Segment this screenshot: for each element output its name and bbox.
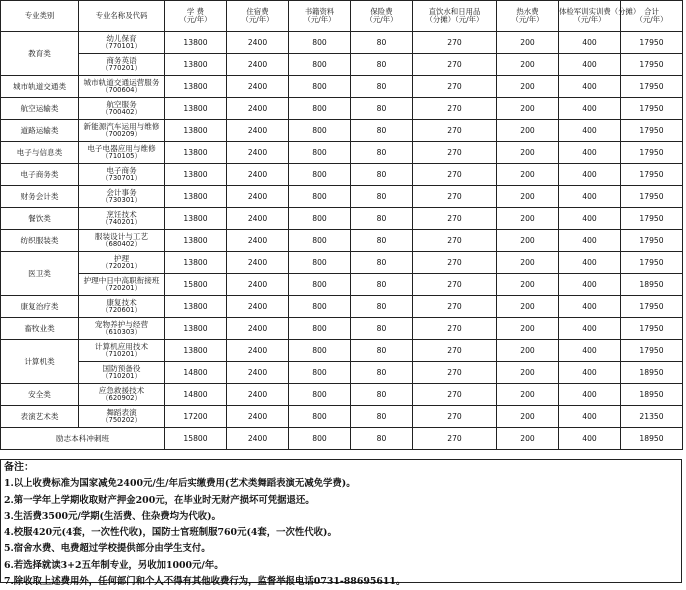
books-cell: 800 xyxy=(289,230,351,252)
exam-cell: 400 xyxy=(559,142,621,164)
tuition-cell: 17200 xyxy=(165,406,227,428)
note-item: 3.生活费3500元/学期(生活费、住杂费均为代收)。 xyxy=(4,510,221,522)
category-cell: 计算机类 xyxy=(1,340,79,384)
hot-water-cell: 200 xyxy=(497,186,559,208)
insurance-cell: 80 xyxy=(351,340,413,362)
water-cell: 270 xyxy=(413,252,497,274)
tuition-cell: 13800 xyxy=(165,120,227,142)
program-cell: 城市轨道交通运营服务 （700604） xyxy=(79,76,165,98)
hot-water-cell: 200 xyxy=(497,362,559,384)
tuition-cell: 15800 xyxy=(165,274,227,296)
program-cell: 计算机应用技术 （710201） xyxy=(79,340,165,362)
total-cell: 21350 xyxy=(621,406,683,428)
hot-water-cell: 200 xyxy=(497,230,559,252)
table-row xyxy=(1,164,683,186)
hot-water-cell: 200 xyxy=(497,54,559,76)
table-row xyxy=(1,98,683,120)
exam-cell: 400 xyxy=(559,362,621,384)
hot-water-cell: 200 xyxy=(497,274,559,296)
total-cell: 17950 xyxy=(621,230,683,252)
water-cell: 270 xyxy=(413,406,497,428)
table-row xyxy=(1,318,683,340)
program-cell: 国防预备役 （710201） xyxy=(79,362,165,384)
tuition-cell: 13800 xyxy=(165,230,227,252)
total-cell: 17950 xyxy=(621,32,683,54)
table-row xyxy=(1,340,683,362)
books-cell: 800 xyxy=(289,98,351,120)
water-cell: 270 xyxy=(413,230,497,252)
hot-water-cell: 200 xyxy=(497,98,559,120)
insurance-cell: 80 xyxy=(351,406,413,428)
total-cell: 17950 xyxy=(621,76,683,98)
table-row xyxy=(1,384,683,406)
table-row xyxy=(1,274,683,296)
program-cell: 服装设计与工艺 （680402） xyxy=(79,230,165,252)
header-total: 合计 （元/年） xyxy=(621,1,683,32)
insurance-cell: 80 xyxy=(351,76,413,98)
total-cell: 18950 xyxy=(621,274,683,296)
category-cell: 航空运输类 xyxy=(1,98,79,120)
insurance-cell: 80 xyxy=(351,120,413,142)
insurance-cell: 80 xyxy=(351,252,413,274)
category-cell: 电子与信息类 xyxy=(1,142,79,164)
tuition-cell: 14800 xyxy=(165,362,227,384)
water-cell: 270 xyxy=(413,296,497,318)
total-cell: 17950 xyxy=(621,54,683,76)
tuition-cell: 13800 xyxy=(165,164,227,186)
tuition-cell: 13800 xyxy=(165,142,227,164)
insurance-cell: 80 xyxy=(351,428,413,450)
total-cell: 17950 xyxy=(621,98,683,120)
insurance-cell: 80 xyxy=(351,230,413,252)
table-row xyxy=(1,252,683,274)
tuition-cell: 13800 xyxy=(165,76,227,98)
insurance-cell: 80 xyxy=(351,142,413,164)
table-row xyxy=(1,406,683,428)
total-cell: 17950 xyxy=(621,142,683,164)
books-cell: 800 xyxy=(289,186,351,208)
category-cell: 餐饮类 xyxy=(1,208,79,230)
hot-water-cell: 200 xyxy=(497,76,559,98)
tuition-cell: 13800 xyxy=(165,252,227,274)
water-cell: 270 xyxy=(413,142,497,164)
exam-cell: 400 xyxy=(559,340,621,362)
total-cell: 17950 xyxy=(621,296,683,318)
lodging-cell: 2400 xyxy=(227,54,289,76)
water-cell: 270 xyxy=(413,164,497,186)
table-row xyxy=(1,32,683,54)
hot-water-cell: 200 xyxy=(497,340,559,362)
category-cell: 安全类 xyxy=(1,384,79,406)
table-row xyxy=(1,142,683,164)
hot-water-cell: 200 xyxy=(497,142,559,164)
category-cell: 康复治疗类 xyxy=(1,296,79,318)
water-cell: 270 xyxy=(413,340,497,362)
water-cell: 270 xyxy=(413,428,497,450)
insurance-cell: 80 xyxy=(351,274,413,296)
table-row xyxy=(1,362,683,384)
program-cell: 航空服务 （700402） xyxy=(79,98,165,120)
hot-water-cell: 200 xyxy=(497,406,559,428)
tuition-cell: 13800 xyxy=(165,186,227,208)
lodging-cell: 2400 xyxy=(227,230,289,252)
total-cell: 17950 xyxy=(621,120,683,142)
hot-water-cell: 200 xyxy=(497,164,559,186)
lodging-cell: 2400 xyxy=(227,208,289,230)
program-cell: 康复技术 （720601） xyxy=(79,296,165,318)
header-row xyxy=(1,1,683,32)
total-cell: 18950 xyxy=(621,362,683,384)
lodging-cell: 2400 xyxy=(227,428,289,450)
water-cell: 270 xyxy=(413,76,497,98)
lodging-cell: 2400 xyxy=(227,252,289,274)
water-cell: 270 xyxy=(413,186,497,208)
books-cell: 800 xyxy=(289,384,351,406)
category-cell: 畜牧业类 xyxy=(1,318,79,340)
books-cell: 800 xyxy=(289,208,351,230)
table-row xyxy=(1,208,683,230)
insurance-cell: 80 xyxy=(351,318,413,340)
program-cell: 幼儿保育 （770101） xyxy=(79,32,165,54)
notes-section xyxy=(4,460,680,590)
water-cell: 270 xyxy=(413,120,497,142)
insurance-cell: 80 xyxy=(351,164,413,186)
books-cell: 800 xyxy=(289,76,351,98)
lodging-cell: 2400 xyxy=(227,98,289,120)
water-cell: 270 xyxy=(413,98,497,120)
category-cell: 电子商务类 xyxy=(1,164,79,186)
table-row xyxy=(1,54,683,76)
books-cell: 800 xyxy=(289,32,351,54)
table-row xyxy=(1,428,683,450)
books-cell: 800 xyxy=(289,406,351,428)
lodging-cell: 2400 xyxy=(227,296,289,318)
exam-cell: 400 xyxy=(559,98,621,120)
insurance-cell: 80 xyxy=(351,98,413,120)
lodging-cell: 2400 xyxy=(227,186,289,208)
tuition-cell: 13800 xyxy=(165,340,227,362)
header-lodging: 住宿费 （元/年） xyxy=(227,1,289,32)
note-item: 2.第一学年上学期收取财产押金200元，在毕业时无财产损坏可凭据退还。 xyxy=(4,494,315,506)
tuition-cell: 13800 xyxy=(165,54,227,76)
insurance-cell: 80 xyxy=(351,362,413,384)
program-cell: 电子商务 （730701） xyxy=(79,164,165,186)
exam-cell: 400 xyxy=(559,428,621,450)
note-item: 1.以上收费标准为国家减免2400元/生/年后实缴费用(艺术类舞蹈表演无减免学费)。 xyxy=(4,478,356,490)
total-cell: 17950 xyxy=(621,164,683,186)
total-cell: 18950 xyxy=(621,384,683,406)
books-cell: 800 xyxy=(289,252,351,274)
total-cell: 17950 xyxy=(621,186,683,208)
table-row xyxy=(1,230,683,252)
total-cell: 17950 xyxy=(621,340,683,362)
header-tuition: 学 费 （元/年） xyxy=(165,1,227,32)
category-cell: 表演艺术类 xyxy=(1,406,79,428)
program-cell: 电子电器应用与维修 （710105） xyxy=(79,142,165,164)
hot-water-cell: 200 xyxy=(497,384,559,406)
lodging-cell: 2400 xyxy=(227,340,289,362)
water-cell: 270 xyxy=(413,384,497,406)
header-program: 专业名称及代码 xyxy=(79,1,165,32)
category-cell: 城市轨道交通类 xyxy=(1,76,79,98)
exam-cell: 400 xyxy=(559,406,621,428)
category-cell: 纺织服装类 xyxy=(1,230,79,252)
note-item: 4.校服420元(4套，一次性代收)，国防士官班制服760元(4套，一次性代收)。 xyxy=(4,527,337,539)
hot-water-cell: 200 xyxy=(497,32,559,54)
exam-cell: 400 xyxy=(559,274,621,296)
exam-cell: 400 xyxy=(559,208,621,230)
category-cell: 道路运输类 xyxy=(1,120,79,142)
books-cell: 800 xyxy=(289,274,351,296)
exam-cell: 400 xyxy=(559,164,621,186)
water-cell: 270 xyxy=(413,362,497,384)
insurance-cell: 80 xyxy=(351,296,413,318)
tuition-cell: 13800 xyxy=(165,208,227,230)
program-cell: 烹饪技术 （740201） xyxy=(79,208,165,230)
hot-water-cell: 200 xyxy=(497,296,559,318)
header-books: 书籍资料 （元/年） xyxy=(289,1,351,32)
header-category: 专业类别 xyxy=(1,1,79,32)
header-water: 直饮水和日用品 （分摊）（元/年） xyxy=(413,1,497,32)
tuition-cell: 13800 xyxy=(165,98,227,120)
lodging-cell: 2400 xyxy=(227,32,289,54)
exam-cell: 400 xyxy=(559,76,621,98)
note-item: 7.除收取上述费用外，任何部门和个人不得有其他收费行为，监督举报电话0731-88695611。 xyxy=(4,576,406,588)
hot-water-cell: 200 xyxy=(497,208,559,230)
insurance-cell: 80 xyxy=(351,208,413,230)
total-cell: 17950 xyxy=(621,318,683,340)
header-exam: 体检军训实训费（分摊） （元/年） xyxy=(559,1,621,32)
header-insurance: 保险费 （元/年） xyxy=(351,1,413,32)
lodging-cell: 2400 xyxy=(227,406,289,428)
program-cell: 宠物养护与经营 （610303） xyxy=(79,318,165,340)
note-item: 5.宿舍水费、电费超过学校提供部分由学生支付。 xyxy=(4,543,211,555)
hot-water-cell: 200 xyxy=(497,252,559,274)
lodging-cell: 2400 xyxy=(227,384,289,406)
exam-cell: 400 xyxy=(559,252,621,274)
program-cell: 护理 （720201） xyxy=(79,252,165,274)
exam-cell: 400 xyxy=(559,230,621,252)
notes-title: 备注： xyxy=(4,462,34,473)
program-cell: 舞蹈表演 （750202） xyxy=(79,406,165,428)
exam-cell: 400 xyxy=(559,318,621,340)
insurance-cell: 80 xyxy=(351,54,413,76)
lodging-cell: 2400 xyxy=(227,142,289,164)
hot-water-cell: 200 xyxy=(497,318,559,340)
tuition-cell: 13800 xyxy=(165,296,227,318)
water-cell: 270 xyxy=(413,318,497,340)
books-cell: 800 xyxy=(289,340,351,362)
program-cell: 励志本科冲刺班 xyxy=(1,428,165,450)
lodging-cell: 2400 xyxy=(227,76,289,98)
lodging-cell: 2400 xyxy=(227,120,289,142)
tuition-cell: 13800 xyxy=(165,318,227,340)
exam-cell: 400 xyxy=(559,296,621,318)
water-cell: 270 xyxy=(413,208,497,230)
insurance-cell: 80 xyxy=(351,384,413,406)
tuition-cell: 14800 xyxy=(165,384,227,406)
program-cell: 新能源汽车运用与维修 （700209） xyxy=(79,120,165,142)
total-cell: 17950 xyxy=(621,208,683,230)
lodging-cell: 2400 xyxy=(227,274,289,296)
exam-cell: 400 xyxy=(559,54,621,76)
notes-right-border xyxy=(681,459,682,583)
books-cell: 800 xyxy=(289,142,351,164)
exam-cell: 400 xyxy=(559,384,621,406)
tuition-cell: 15800 xyxy=(165,428,227,450)
program-cell: 应急救援技术 （620902） xyxy=(79,384,165,406)
water-cell: 270 xyxy=(413,54,497,76)
category-cell: 教育类 xyxy=(1,32,79,76)
total-cell: 18950 xyxy=(621,428,683,450)
lodging-cell: 2400 xyxy=(227,164,289,186)
books-cell: 800 xyxy=(289,428,351,450)
program-cell: 护理中日中高职衔接班 （720201） xyxy=(79,274,165,296)
water-cell: 270 xyxy=(413,32,497,54)
table-row xyxy=(1,76,683,98)
program-cell: 商务英语 （770201） xyxy=(79,54,165,76)
program-cell: 会计事务 （730301） xyxy=(79,186,165,208)
table-row xyxy=(1,186,683,208)
water-cell: 270 xyxy=(413,274,497,296)
books-cell: 800 xyxy=(289,318,351,340)
books-cell: 800 xyxy=(289,296,351,318)
books-cell: 800 xyxy=(289,362,351,384)
lodging-cell: 2400 xyxy=(227,318,289,340)
table-row xyxy=(1,120,683,142)
books-cell: 800 xyxy=(289,120,351,142)
books-cell: 800 xyxy=(289,164,351,186)
exam-cell: 400 xyxy=(559,120,621,142)
exam-cell: 400 xyxy=(559,32,621,54)
category-cell: 医卫类 xyxy=(1,252,79,296)
note-item: 6.若选择就读3+2五年制专业，另收加1000元/年。 xyxy=(4,559,224,571)
total-cell: 17950 xyxy=(621,252,683,274)
lodging-cell: 2400 xyxy=(227,362,289,384)
hot-water-cell: 200 xyxy=(497,120,559,142)
hot-water-cell: 200 xyxy=(497,428,559,450)
insurance-cell: 80 xyxy=(351,32,413,54)
notes-left-border xyxy=(0,459,1,583)
tuition-cell: 13800 xyxy=(165,32,227,54)
books-cell: 800 xyxy=(289,54,351,76)
category-cell: 财务会计类 xyxy=(1,186,79,208)
insurance-cell: 80 xyxy=(351,186,413,208)
header-hot-water: 热水费 （元/年） xyxy=(497,1,559,32)
exam-cell: 400 xyxy=(559,186,621,208)
table-row xyxy=(1,296,683,318)
